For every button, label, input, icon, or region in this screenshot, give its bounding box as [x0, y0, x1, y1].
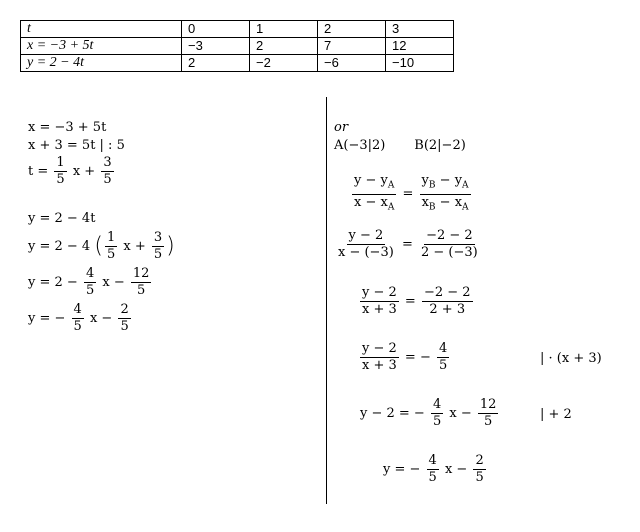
numerator: 1 [106, 230, 116, 245]
numerator: 3 [153, 230, 163, 245]
subscript: A [462, 202, 469, 213]
denominator: x + 3 [362, 302, 397, 317]
fraction [131, 266, 152, 299]
equation-text: x = −3 + 5t [28, 120, 107, 135]
table-cell: 1 [250, 21, 318, 38]
equation-text: x − [89, 311, 113, 326]
denominator: 5 [137, 283, 146, 298]
numerator: −2 − 2 [426, 228, 473, 243]
fraction [360, 285, 399, 318]
denominator: 5 [153, 247, 163, 262]
numerator: −2 − 2 [423, 285, 471, 300]
equation-text: | + 2 [540, 407, 572, 422]
equals-sign: = [404, 294, 416, 309]
table-cell: −3 [182, 38, 250, 55]
denominator: 5 [120, 319, 129, 334]
numerator: 2 [475, 453, 484, 468]
numerator: 4 [428, 453, 437, 468]
table-cell: 0 [182, 21, 250, 38]
table-row-header [21, 21, 454, 38]
denominator: 2 − (−3) [420, 245, 478, 260]
fraction [105, 230, 117, 263]
equation-text: y = − [383, 462, 421, 477]
numerator: 4 [85, 266, 95, 281]
fraction [437, 341, 449, 374]
table-cell: −2 [250, 55, 318, 72]
numerator: 2 [120, 302, 129, 317]
column-divider [326, 97, 327, 504]
equation-text: x + 3 = 5t | : 5 [28, 138, 125, 153]
equation-text: t = [28, 164, 49, 179]
denominator: 5 [432, 414, 442, 429]
left-line-5 [28, 230, 175, 263]
equation-text: y [421, 173, 429, 188]
numerator: y − 2 [362, 341, 397, 356]
denominator: x − (−3) [338, 245, 394, 260]
right-line-1 [350, 173, 473, 215]
fraction [431, 397, 443, 430]
table-cell: 3 [386, 21, 454, 38]
equation-text: x − [444, 462, 468, 477]
right-or [334, 120, 348, 136]
equation-text: x − [102, 275, 125, 290]
right-paren: ) [166, 233, 175, 259]
subscript: A [462, 180, 469, 191]
equation-text: y − y [354, 173, 388, 188]
subscript: A [387, 180, 395, 191]
numerator: 3 [103, 155, 112, 170]
denominator: 5 [484, 414, 493, 429]
subscript: B [428, 180, 436, 191]
equation-text: y − 2 = − [360, 406, 425, 421]
fraction [352, 173, 396, 215]
right-line-6 [383, 453, 488, 486]
equation-text: x [421, 194, 429, 210]
denominator: 5 [475, 470, 484, 485]
equation-text: A(−3|2) B(2|−2) [334, 138, 466, 153]
left-line-2 [28, 138, 125, 154]
denominator: 5 [56, 172, 65, 187]
equation-text: x + [72, 164, 96, 179]
denominator: 5 [85, 283, 95, 298]
table-row-y [21, 55, 454, 72]
denominator: 5 [438, 358, 448, 373]
fraction [422, 285, 473, 318]
table-cell: x = −3 + 5t [21, 38, 182, 55]
equation-text: y = − [28, 311, 66, 326]
table-cell: 7 [318, 38, 386, 55]
right-points [334, 138, 466, 154]
numerator [420, 173, 471, 195]
equals-sign: = [402, 186, 414, 202]
fraction [152, 230, 164, 263]
left-line-1 [28, 120, 106, 136]
left-paren: ( [94, 233, 103, 259]
numerator: 1 [56, 155, 65, 170]
denominator: x + 3 [362, 358, 397, 373]
equation-text: or [334, 120, 349, 135]
fraction [336, 228, 396, 261]
table-cell: 2 [182, 55, 250, 72]
denominator: 5 [73, 319, 82, 334]
fraction [419, 228, 480, 261]
denominator [352, 195, 396, 216]
equation-text: − x [435, 194, 463, 210]
right-line-4-operation [540, 351, 602, 367]
numerator: 12 [479, 397, 497, 412]
equation-text: x + [123, 239, 146, 254]
fraction [360, 341, 399, 374]
right-line-5-operation [540, 407, 572, 423]
numerator: 4 [432, 397, 442, 412]
fraction [473, 453, 485, 486]
fraction [54, 155, 66, 188]
left-line-4 [28, 211, 95, 227]
right-line-2 [334, 228, 482, 261]
numerator: 12 [132, 266, 150, 281]
right-line-5 [360, 397, 500, 430]
numerator: y − 2 [348, 228, 384, 243]
fraction [427, 453, 439, 486]
table-cell: 2 [318, 21, 386, 38]
numerator: 4 [438, 341, 448, 356]
table-cell: y = 2 − 4t [21, 55, 182, 72]
equation-text: − y [435, 173, 463, 188]
right-line-4 [358, 341, 451, 374]
denominator: 5 [428, 470, 437, 485]
left-line-6 [28, 266, 153, 299]
fraction [72, 302, 84, 335]
numerator [352, 173, 396, 195]
equation-text: y = 2 − 4t [28, 211, 96, 226]
table-cell: −10 [386, 55, 454, 72]
fraction [118, 302, 130, 335]
equation-text: | · (x + 3) [540, 351, 602, 366]
numerator: 4 [73, 302, 82, 317]
subscript: B [428, 202, 436, 213]
fraction [478, 397, 499, 430]
denominator: 5 [103, 172, 112, 187]
subscript: A [387, 202, 395, 213]
fraction [101, 155, 113, 188]
equation-text: = − [404, 350, 431, 365]
denominator [420, 195, 471, 216]
equation-text: y = 2 − 4 [28, 239, 91, 254]
equals-sign: = [401, 237, 413, 252]
left-line-3 [28, 155, 116, 188]
table-cell: 2 [250, 38, 318, 55]
equation-text: x − [449, 406, 472, 421]
denominator: 2 + 3 [429, 302, 466, 317]
table-cell: 12 [386, 38, 454, 55]
value-table [20, 20, 454, 72]
equation-text: x − x [354, 194, 388, 210]
equation-text: y = 2 − [28, 275, 78, 290]
fraction [84, 266, 96, 299]
numerator: y − 2 [362, 285, 397, 300]
table-row-x [21, 38, 454, 55]
left-line-7 [28, 302, 133, 335]
right-line-3 [358, 285, 475, 318]
denominator: 5 [106, 247, 116, 262]
table-cell: −6 [318, 55, 386, 72]
table-cell: t [21, 21, 182, 38]
fraction [420, 173, 471, 215]
